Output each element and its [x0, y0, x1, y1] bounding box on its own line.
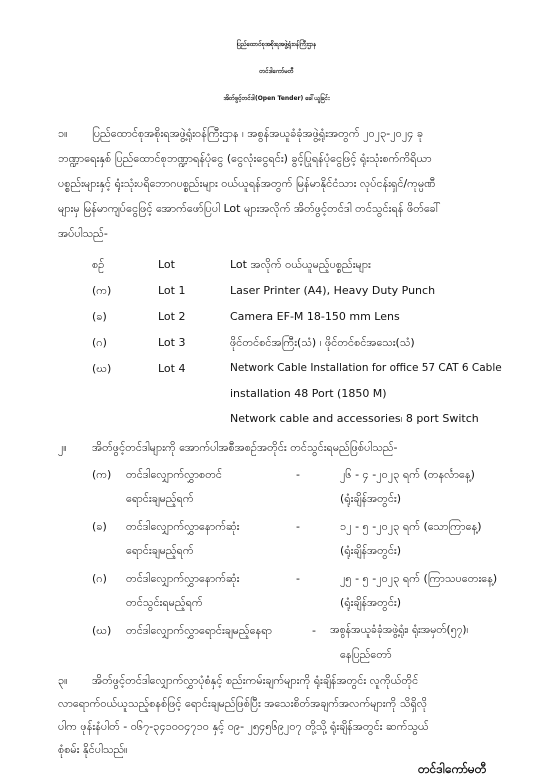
lot-row-item: Laser Printer (A4), Heavy Duty Punch	[230, 284, 436, 297]
schedule-label-cont: ရောင်းချမည့်ရက်	[126, 544, 194, 557]
schedule-dash: -	[296, 468, 300, 481]
lot-row-no: (ခ)	[92, 310, 107, 323]
para3-line-3: ပါက ဖုန်းနံပါတ် - ၀၆၇-၃၄၁၀၀၄၇၁၀ နှင့် ၀၉- ၂၅၄၅၆၉၂၀၇ တို့သို့ ရုံးချိန်အတွင်း ဆက်သွယ်	[58, 720, 429, 733]
lots-header-items: Lot အလိုက် ဝယ်ယူမည့်ပစ္စည်းများ	[230, 258, 371, 271]
schedule-dash: -	[312, 624, 316, 637]
schedule-no: (က)	[92, 468, 112, 481]
lots-header-no: စဉ်	[92, 258, 105, 271]
schedule-place-city: နေပြည်တော်	[340, 648, 392, 661]
lot-row-lot: Lot 2	[158, 310, 186, 323]
lot-row-lot: Lot 1	[158, 284, 186, 297]
signature-board: တင်ဒါကော်မတီ	[418, 762, 487, 776]
para1-line-2: ဘဏ္ဍာရေးနှစ် ပြည်ထောင်စုဘဏ္ဍာရန်ပုံငွေ (ငွေလုံးငွေရင်း) ခွင့်ပြုရန်ပုံငွေဖြင့် ရုံးသုံးစက်ကိရိယာ	[58, 152, 432, 165]
para2-number: ၂။	[58, 441, 67, 454]
para1-line-3: ပစ္စည်းများနှင့် ရုံးသုံးပရိဘောဂပစ္စည်းများ ဝယ်ယူရန်အတွက် မြန်မာနိုင်ငံသား လုပ်ငန်းရှင်/ကုမ္ပဏီ	[58, 177, 436, 190]
lot4-item-line-2: installation 48 Port (1850 M)	[230, 387, 387, 400]
para1-line-5: အပ်ပါသည်-	[58, 227, 108, 240]
lot-row-no: (ဃ)	[92, 362, 112, 375]
lot4-item-line-3: Network cable and accessories၊ 8 port Switch	[230, 412, 479, 425]
schedule-label: တင်ဒါလျှောက်လွှာရောင်းချမည့်နေရာ	[126, 624, 273, 637]
lots-header-lot: Lot	[158, 258, 175, 271]
schedule-label: တင်ဒါလျှောက်လွှာနောက်ဆုံး	[126, 520, 240, 533]
para3-number: ၃။	[58, 674, 68, 687]
para1-number: ၁။	[58, 127, 68, 140]
org-name: ပြည်ထောင်စုအစိုးရအဖွဲ့ရုံးဝန်ကြီးဌာန	[236, 41, 317, 48]
schedule-label: တင်ဒါလျှောက်လွှာနောက်ဆုံး	[126, 572, 240, 585]
board-name: တင်ဒါကော်မတီ	[259, 68, 294, 75]
schedule-place: (ရုံးချိန်အတွင်း)	[340, 544, 402, 557]
lot-row-item: Network Cable Installation for office 57 CAT 6 Cable	[230, 362, 502, 374]
schedule-place-address: အစွန်အယူခံခုံအဖွဲ့ရုံး၊ ရုံးအမှတ်(၅၇)၊	[330, 624, 469, 636]
para1-line-1: ပြည်ထောင်စုအစိုးရအဖွဲ့ရုံးဝန်ကြီးဌာန ၊ အစွန်အယူခံခုံအဖွဲ့ရုံးအတွက် ၂၀၂၃-၂၀၂၄ ခု	[92, 127, 424, 140]
lot-row-item: ဖိုင်တင်စင်အကြီး(သံ) ၊ ဖိုင်တင်စင်အသေး(သံ)	[230, 336, 415, 349]
schedule-date: ၂၆ - ၄ -၂၀၂၃ ရက် (တနင်္လာနေ့)	[340, 468, 475, 481]
schedule-label-cont: တင်သွင်းရမည့်ရက်	[126, 596, 203, 609]
schedule-dash: -	[296, 572, 300, 585]
lot-row-lot: Lot 4	[158, 362, 186, 375]
schedule-no: (ဂ)	[92, 572, 107, 585]
para1-line-4: များမှ မြန်မာကျပ်ငွေဖြင့် အောက်ဖော်ပြပါ Lot များအလိုက် အိတ်ဖွင့်တင်ဒါ တင်သွင်းရန် ဖိတ်ခေါ်	[58, 202, 441, 215]
schedule-date: ၁၂ - ၅ -၂၀၂၃ ရက် (သောကြာနေ့)	[340, 520, 482, 533]
schedule-no: (ဃ)	[92, 624, 112, 637]
para3-line-1: အိတ်ဖွင့်တင်ဒါလျှောက်လွှာပုံစံနှင့် စည်းကမ်းချက်များကို ရုံးချိန်အတွင်း လူကိုယ်တိုင်	[92, 674, 419, 687]
schedule-place: (ရုံးချိန်အတွင်း)	[340, 596, 402, 609]
schedule-label-cont: ရောင်းချမည့်ရက်	[126, 492, 194, 505]
lot-row-no: (က)	[92, 284, 112, 297]
schedule-date: ၂၅ - ၅ -၂၀၂၃ ရက် (ကြာသပတေးနေ့)	[340, 572, 498, 585]
schedule-no: (ခ)	[92, 520, 107, 533]
schedule-place: (ရုံးချိန်အတွင်း)	[340, 492, 402, 505]
para2-intro: အိတ်ဖွင့်တင်ဒါများကို အောက်ပါအစီအစဉ်အတိုင်း တင်သွင်းရမည်ဖြစ်ပါသည်-	[92, 441, 398, 454]
notice-title: အိတ်ဖွင့်တင်ဒါ(Open Tender) ခေါ်ယူခြင်း	[223, 95, 330, 102]
lot-row-item: Camera EF-M 18-150 mm Lens	[230, 310, 400, 323]
schedule-label: တင်ဒါလျှောက်လွှာစတင်	[126, 468, 223, 481]
schedule-dash: -	[296, 520, 300, 533]
lot-row-no: (ဂ)	[92, 336, 107, 349]
para3-line-2: လာရောက်ဝယ်ယူသည့်စနစ်ဖြင့် ရောင်းချမည်ဖြစ်ပြီး အသေးစိတ်အချက်အလက်များကို သိရှိလို	[58, 697, 428, 710]
para3-line-4: စုံစမ်း နိုင်ပါသည်။	[58, 743, 128, 756]
lot-row-lot: Lot 3	[158, 336, 186, 349]
